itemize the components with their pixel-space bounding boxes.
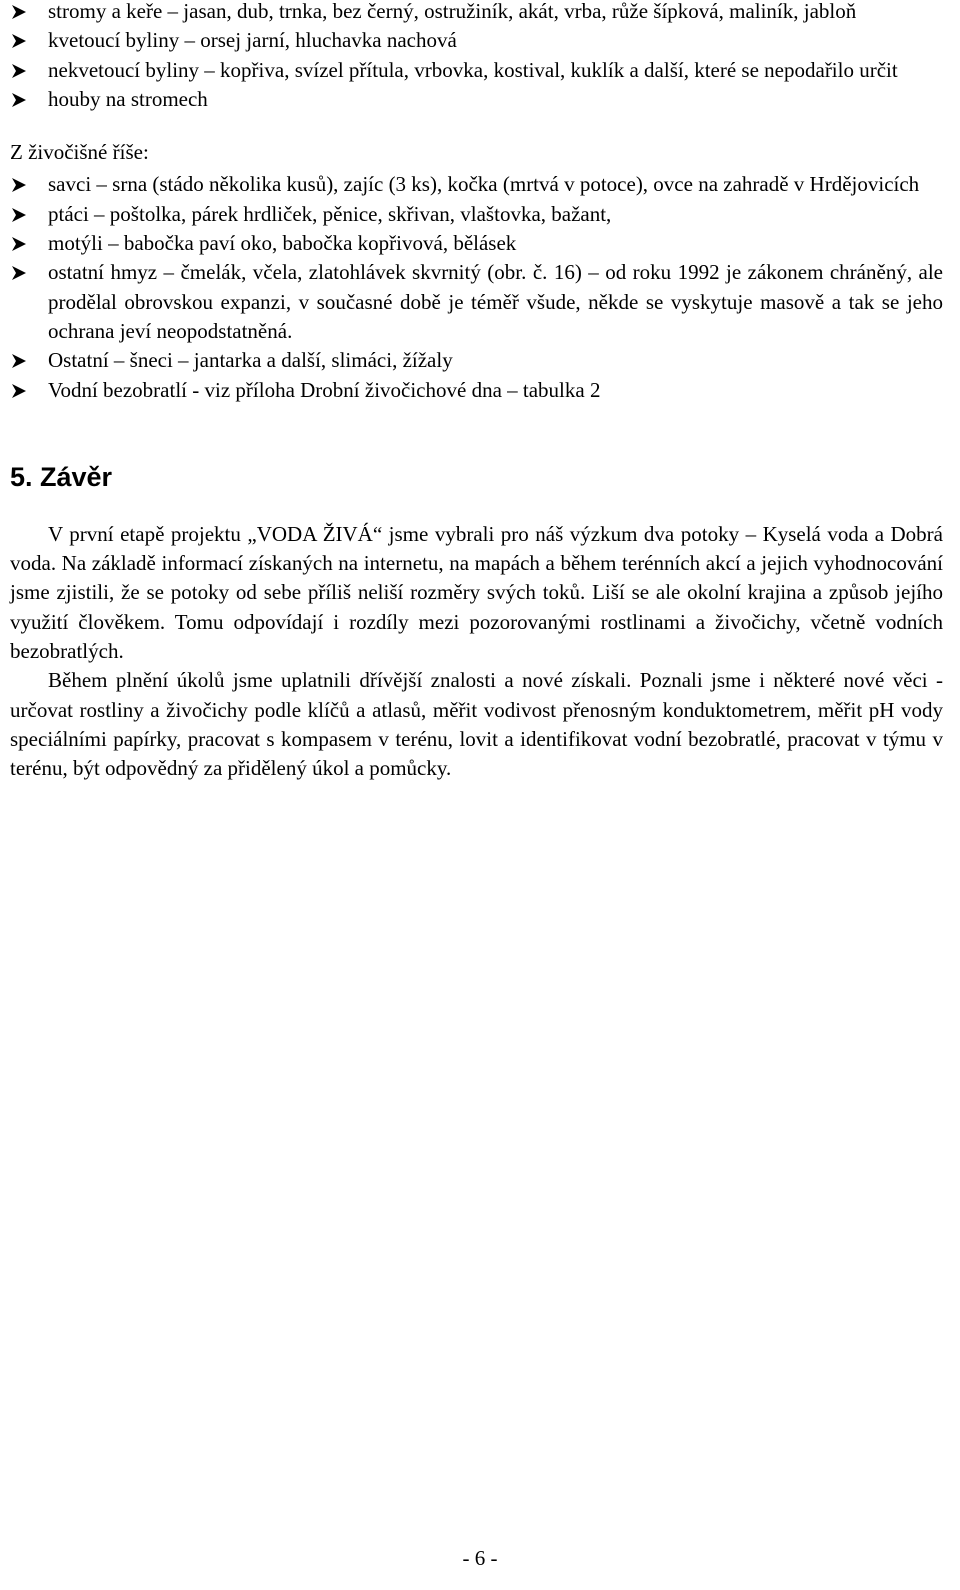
list-item [10, 200, 943, 229]
arrowhead-bullet-icon [10, 382, 28, 400]
section-heading: 5. Závěr [10, 461, 113, 492]
arrowhead-bullet-icon [10, 91, 28, 109]
page-number: - 6 - [462, 1546, 498, 1570]
list-item-text: savci – srna (stádo několika kusů), zajíc (3 ks), kočka (mrtvá v potoce), ovce na zahradě v Hrdějovicích [48, 172, 920, 197]
list-item-text: kvetoucí byliny – orsej jarní, hluchavka nachová [48, 28, 457, 53]
document-page [10, 0, 943, 784]
arrowhead-bullet-icon [10, 3, 28, 21]
arrowhead-bullet-icon [10, 352, 28, 370]
flora-list [10, 0, 943, 114]
list-item-text: nekvetoucí byliny – kopřiva, svízel přítula, vrbovka, kostival, kuklík a další, které se nepodařilo určit [48, 57, 898, 82]
fauna-heading: Z živočišné říše: [10, 140, 149, 165]
list-item-text: ptáci – poštolka, párek hrdliček, pěnice, skřivan, vlaštovka, bažant, [48, 201, 612, 226]
arrowhead-bullet-icon [10, 235, 28, 253]
arrowhead-bullet-icon [10, 176, 28, 194]
list-item-text: houby na stromech [48, 86, 208, 111]
list-item [10, 229, 943, 258]
arrowhead-bullet-icon [10, 62, 28, 80]
list-item-text: Ostatní – šneci – jantarka a další, slimáci, žížaly [48, 348, 453, 373]
conclusion-paragraph: Během plnění úkolů jsme uplatnili dřívější znalosti a nové získali. Poznali jsme i některé nové věci - určovat rostliny a živočichy podle klíčů a atlasů, měřit vodivost přenosným konduktometrem, měřit pH vody speciálními papírky, pracovat s kompasem v terénu, lovit a identifikovat vodní bezobratlé, pracovat v týmu v terénu, být odpovědný za přidělený úkol a pomůcky. [10, 668, 943, 781]
list-item-text: ostatní hmyz – čmelák, včela, zlatohlávek skvrnitý (obr. č. 16) – od roku 1992 je zákonem chráněný, ale prodělal obrovskou expanzi, v současné době je téměř všude, někde se vyskytuje masově a tak se jeho ochrana jeví neopodstatněná. [48, 260, 943, 343]
list-item [10, 0, 943, 26]
list-item-text: stromy a keře – jasan, dub, trnka, bez černý, ostružiník, akát, vrba, růže šípková, maliník, jabloň [48, 0, 857, 23]
arrowhead-bullet-icon [10, 32, 28, 50]
list-item-text: Vodní bezobratlí - viz příloha Drobní živočichové dna – tabulka 2 [48, 377, 601, 402]
arrowhead-bullet-icon [10, 264, 28, 282]
list-item [10, 376, 943, 405]
list-item [10, 85, 943, 114]
list-item-text: motýli – babočka paví oko, babočka kopřivová, bělásek [48, 231, 517, 256]
list-item [10, 26, 943, 55]
list-item [10, 56, 943, 85]
fauna-list [10, 170, 943, 404]
conclusion-paragraph: V první etapě projektu „VODA ŽIVÁ“ jsme vybrali pro náš výzkum dva potoky – Kyselá voda a Dobrá voda. Na základě informací získaných na internetu, na mapách a během terénních akcí a jejich vyhodnocování jsme zjistili, že se potoky od sebe příliš neliší rozměry svých toků. Liší se ale okolní krajina a způsob jejího využití člověkem. Tomu odpovídají i rozdíly mezi pozorovanými rostlinami a živočichy, včetně vodních bezobratlých. [10, 521, 943, 664]
list-item [10, 346, 943, 375]
arrowhead-bullet-icon [10, 206, 28, 224]
list-item [10, 170, 943, 199]
list-item [10, 258, 943, 346]
